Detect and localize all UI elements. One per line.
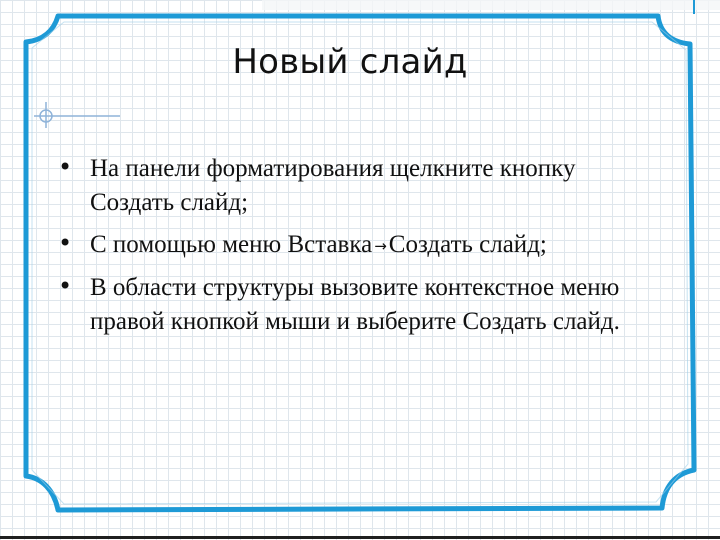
bottom-divider bbox=[0, 536, 720, 539]
slide-title: Новый слайд bbox=[232, 42, 468, 82]
bullet-list bbox=[58, 152, 638, 347]
bullet-text: В области структуры вызовите контекстное меню правой кнопкой мыши и выберите Создать слайд. bbox=[90, 274, 620, 335]
bullet-icon: • bbox=[58, 229, 73, 257]
bullet-icon: • bbox=[58, 272, 73, 300]
bullet-text-before: С помощью меню Вставка bbox=[90, 231, 373, 258]
list-item bbox=[58, 228, 638, 263]
bullet-text: На панели форматирования щелкните кнопку Создать слайд; bbox=[90, 155, 576, 216]
list-item bbox=[58, 152, 638, 220]
list-item bbox=[58, 271, 638, 339]
crosshair-icon bbox=[34, 102, 120, 128]
right-arrow-icon: → bbox=[374, 237, 387, 255]
bullet-icon: • bbox=[58, 153, 73, 181]
bullet-text-after: Создать слайд; bbox=[388, 231, 547, 258]
